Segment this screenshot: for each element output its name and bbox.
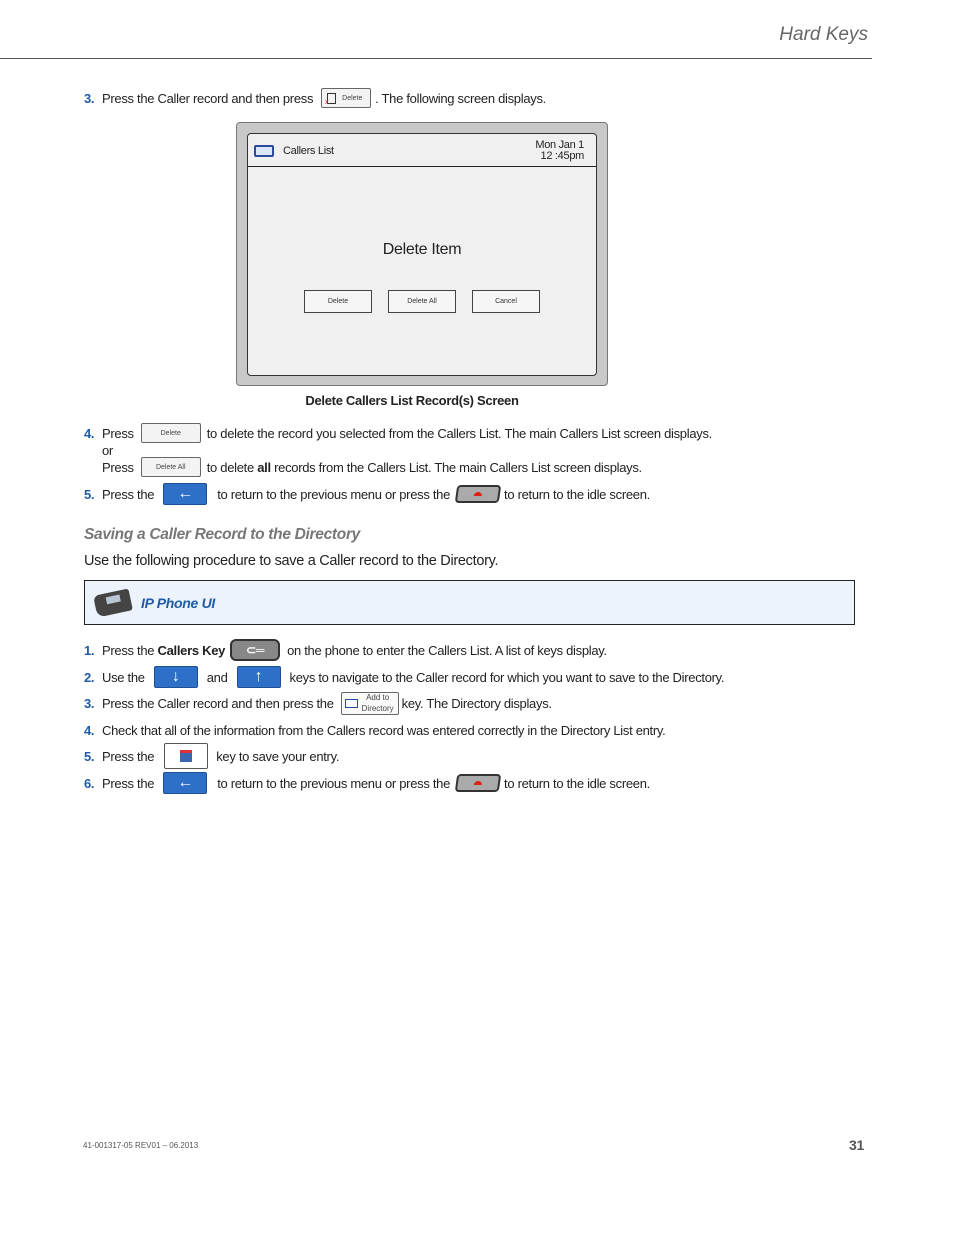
step-text: to return to the idle screen.	[504, 486, 650, 502]
section-title: Saving a Caller Record to the Directory	[84, 526, 360, 543]
screen-divider	[248, 166, 596, 167]
step-text: Check that all of the information from the Callers record was entered correctly in the Directory List entry.	[102, 722, 666, 738]
goodbye-key-icon[interactable]	[455, 485, 502, 503]
step-text-bold: all	[257, 459, 271, 475]
step-text: . The following screen displays.	[375, 90, 546, 106]
step-text: Press the	[102, 642, 158, 658]
step-number: 2.	[84, 669, 95, 685]
step-text: key. The Directory displays.	[401, 695, 552, 711]
section-intro: Use the following procedure to save a Caller record to the Directory.	[84, 553, 499, 569]
screen-cancel-button[interactable]: Cancel	[472, 290, 540, 313]
ip-phone-ui-box	[84, 580, 855, 625]
header-title: Hard Keys	[779, 24, 868, 45]
step-4	[84, 420, 712, 446]
step-text: keys to navigate to the Caller record for which you want to save to the Directory.	[289, 669, 725, 685]
book-icon	[254, 145, 274, 157]
step-3	[84, 690, 552, 716]
step-number: 3.	[84, 90, 95, 106]
step-text: Press the	[102, 775, 155, 791]
step-1	[84, 637, 607, 663]
delete-all-softkey[interactable]: Delete All	[141, 457, 201, 477]
step-text: to return to the previous menu or press the	[217, 775, 451, 791]
step-text: to delete the record you selected from the Callers List. The main Callers List screen displays.	[206, 425, 712, 441]
floppy-disk-icon	[180, 750, 192, 762]
step-text-bold: Callers Key	[157, 642, 226, 658]
down-arrow-key[interactable]: ↓	[154, 666, 198, 688]
up-arrow-key[interactable]: ↑	[237, 666, 281, 688]
delete-softkey[interactable]: Delete	[141, 423, 201, 443]
step-number: 6.	[84, 775, 95, 791]
step-text: Press	[102, 459, 134, 475]
back-arrow-key[interactable]: ←	[163, 483, 207, 505]
delete-doc-icon: x	[327, 93, 336, 104]
step-5b	[84, 743, 339, 769]
screen-title: Callers List	[283, 145, 334, 157]
save-key[interactable]	[164, 743, 208, 769]
screen-date: Mon Jan 1	[535, 139, 584, 151]
step-3-delete	[84, 85, 546, 111]
step-text: and	[206, 669, 228, 685]
figure-caption: Delete Callers List Record(s) Screen	[305, 393, 519, 408]
step-text: Press the	[102, 486, 155, 502]
delete-softkey[interactable]	[321, 88, 371, 108]
softkey-label: Delete	[342, 94, 363, 102]
step-text: to delete	[206, 459, 258, 475]
screen-time: 12 :45pm	[540, 150, 584, 162]
step-number: 4.	[84, 425, 95, 441]
step-4b	[84, 717, 665, 743]
step-text: Press the Caller record and then press the	[102, 695, 334, 711]
footer-doc-id: 41-001317-05 REV01 – 06.2013	[83, 1141, 199, 1150]
step-text: records from the Callers List. The main Callers List screen displays.	[270, 459, 642, 475]
step-5	[84, 481, 650, 507]
softkey-label-line1: Add to	[366, 693, 390, 702]
callers-key[interactable]: ⊂═	[230, 639, 280, 661]
step-text: Use the	[102, 669, 145, 685]
step-2	[84, 664, 724, 690]
book-icon	[345, 699, 358, 708]
step-number: 5.	[84, 486, 95, 502]
step-4-alt	[102, 454, 642, 480]
step-number: 3.	[84, 695, 95, 711]
step-number: 4.	[84, 722, 95, 738]
screen-delete-button[interactable]: Delete	[304, 290, 372, 313]
step-text: key to save your entry.	[216, 748, 340, 764]
screen-delete-all-button[interactable]: Delete All	[388, 290, 456, 313]
step-text: on the phone to enter the Callers List. A list of keys display.	[287, 642, 607, 658]
softkey-label-line2: Directory	[361, 704, 394, 713]
goodbye-key-icon[interactable]	[455, 774, 502, 792]
step-text: Press	[102, 425, 134, 441]
screen-message: Delete Item	[382, 241, 462, 258]
page-number: 31	[849, 1137, 864, 1153]
step-text: to return to the previous menu or press the	[217, 486, 451, 502]
back-arrow-key[interactable]: ←	[163, 772, 207, 794]
step-text: Press the	[102, 748, 155, 764]
step-number: 1.	[84, 642, 95, 658]
or-text: or	[102, 443, 113, 458]
softkey-label	[362, 692, 394, 714]
header-rule	[0, 58, 872, 59]
step-text: to return to the idle screen.	[504, 775, 650, 791]
step-text: Press the Caller record and then press	[102, 90, 314, 106]
step-number: 5.	[84, 748, 95, 764]
step-6	[84, 770, 650, 796]
add-to-directory-softkey[interactable]	[341, 692, 399, 715]
screen-datetime	[520, 140, 584, 162]
ip-phone-icon	[93, 588, 133, 617]
ip-phone-ui-label: IP Phone UI	[141, 594, 215, 611]
